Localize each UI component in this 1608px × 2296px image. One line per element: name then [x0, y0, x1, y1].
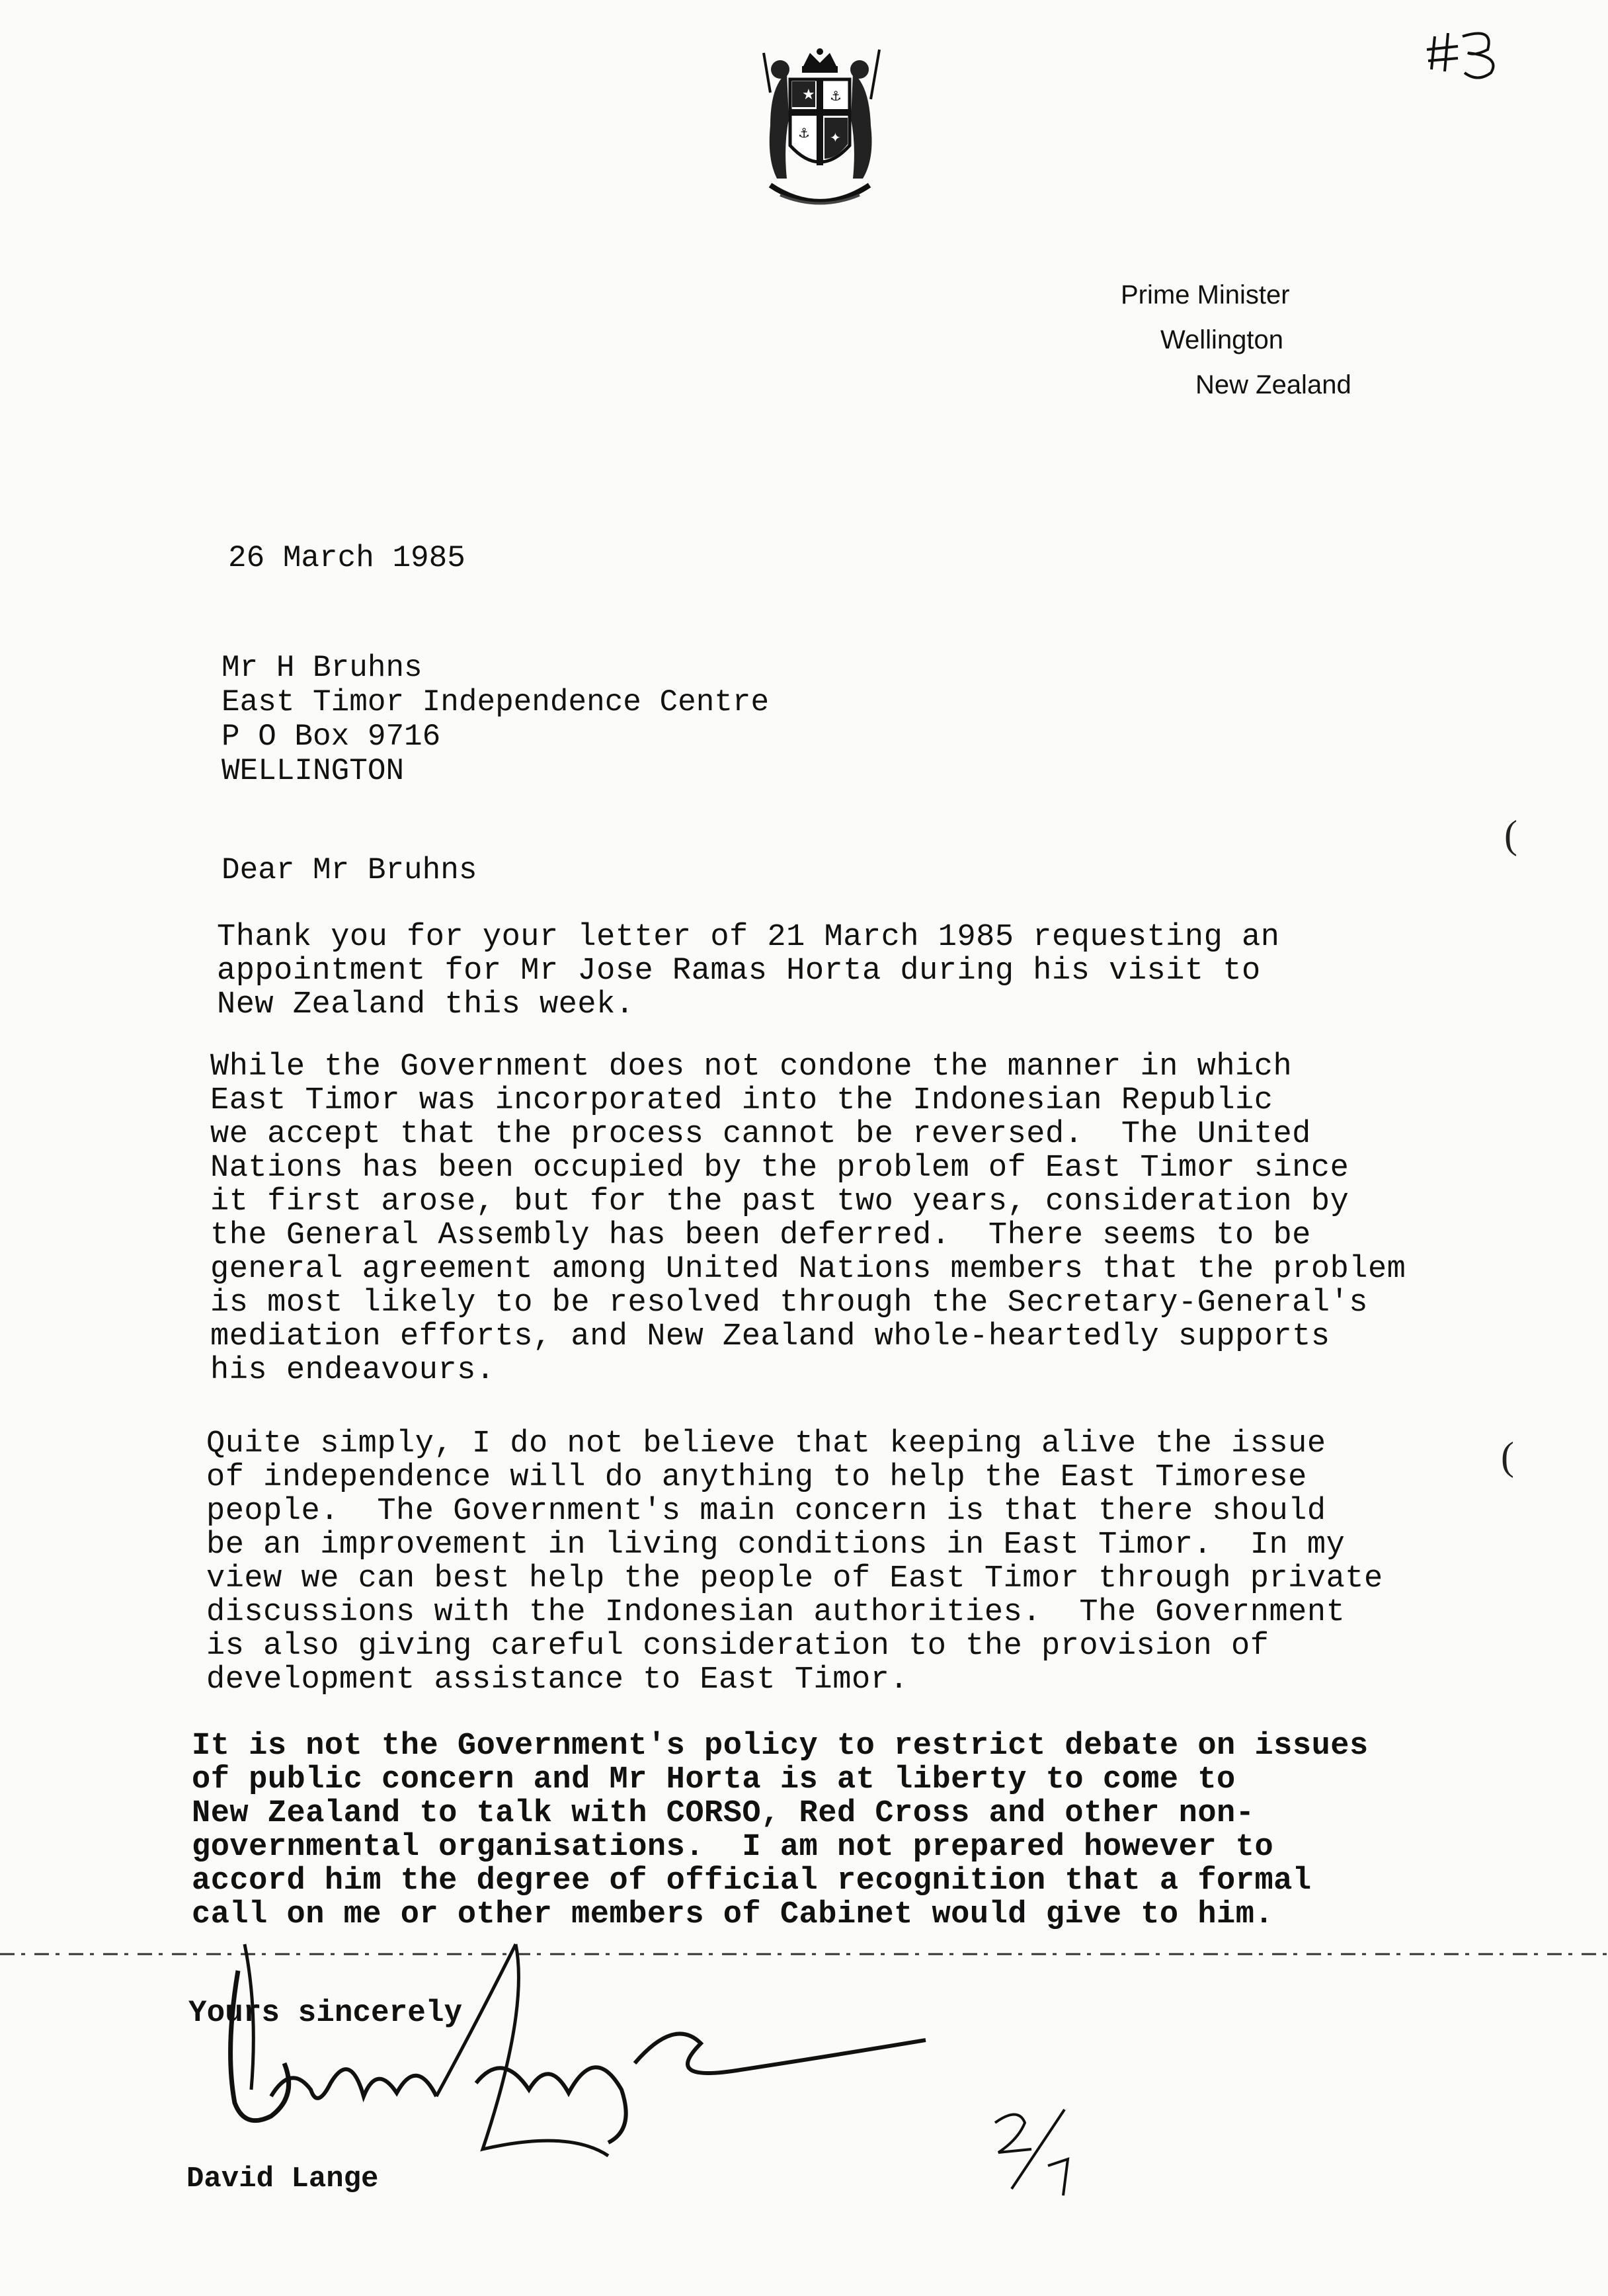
svg-text:★: ★: [802, 87, 815, 103]
signatory-name: David Lange: [186, 2162, 379, 2195]
margin-mark-2: (: [1501, 1434, 1514, 1478]
handwritten-page-mark: [985, 2103, 1091, 2202]
svg-text:⚓: ⚓: [798, 125, 810, 141]
svg-text:✦: ✦: [830, 130, 841, 145]
recipient-city: WELLINGTON: [221, 754, 405, 788]
body-paragraph-4: It is not the Government's policy to restrict debate on issues of public concern and Mr Horta is at liberty to come to New Zealand to talk with CORSO, Red Cross and other non- governmental organisations. I am not prepared however to accord him the degree of official recognition that a formal call on me or other members of Cabinet would give to him.: [192, 1729, 1369, 1932]
coat-of-arms-emblem: [724, 46, 916, 218]
letterhead-title: Prime Minister: [1121, 280, 1290, 309]
svg-text:⚓: ⚓: [830, 88, 842, 104]
handwritten-annotation: [1422, 20, 1514, 86]
letterhead-country: New Zealand: [1195, 370, 1351, 399]
recipient-organisation: East Timor Independence Centre: [221, 685, 770, 719]
body-paragraph-3: Quite simply, I do not believe that keeping alive the issue of independence will do anything to help the East Timorese people. The Government's main concern is that there should be an improvement in living conditions in East Timor. In my view we can best help the people of East Timor through private discussions with the Indonesian authorities. The Government is also giving careful consideration to the provision of development assistance to East Timor.: [206, 1426, 1383, 1698]
handwritten-b-mark-icon: [1422, 20, 1514, 86]
recipient-po-box: P O Box 9716: [221, 719, 441, 754]
salutation: Dear Mr Bruhns: [221, 853, 477, 887]
handwritten-signature: [198, 1931, 959, 2182]
handwritten-fraction-mark-icon: [985, 2103, 1091, 2202]
body-paragraph-1: Thank you for your letter of 21 March 1985 requesting an appointment for Mr Jose Ramas Horta during his visit to New Zealand this week.: [217, 920, 1280, 1022]
letterhead-city: Wellington: [1160, 325, 1284, 354]
body-paragraph-2: While the Government does not condone the manner in which East Timor was incorporated into the Indonesian Republic we accept that the process cannot be reversed. The United Nations has been occupied by the problem of East Timor since it first arose, but for the past two years, consideration by the General Assembly has been deferred. There seems to be general agreement among United Nations members that the problem is most likely to be resolved through the Secretary-General's mediation efforts, and New Zealand whole-heartedly supports his endeavours.: [210, 1049, 1406, 1388]
letter-date: 26 March 1985: [228, 541, 465, 575]
recipient-address: [221, 651, 769, 788]
recipient-name: Mr H Bruhns: [221, 651, 422, 685]
margin-mark-1: (: [1504, 813, 1517, 856]
closing: Yours sincerely: [188, 1996, 463, 2030]
